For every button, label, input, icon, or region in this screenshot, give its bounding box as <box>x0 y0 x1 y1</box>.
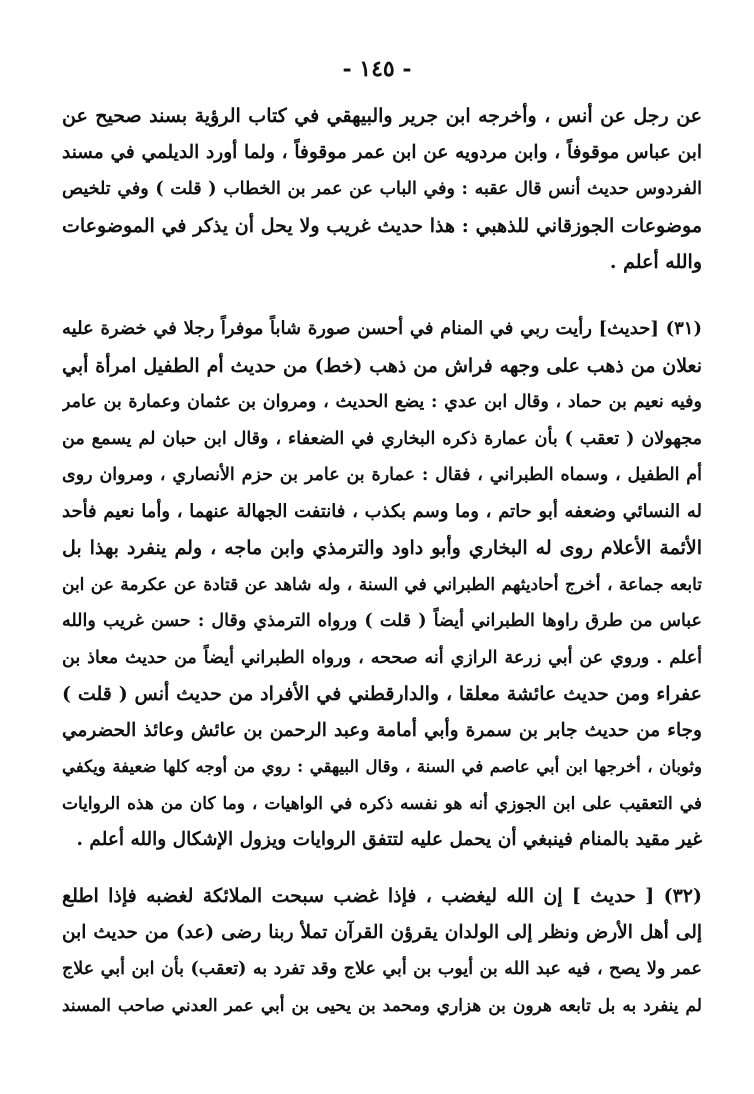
text-line: والله أعلم . <box>609 251 702 273</box>
page-number: - ١٤٥ - <box>342 56 412 82</box>
text-line: وفيه نعيم بن حماد ، وقال ابن عدي : يضع الحديث ، ومروان بن عثمان وعمارة بن عامر <box>62 392 702 412</box>
text-line: الأئمة الأعلام روى له البخاري وأبو داود والترمذي وابن ماجه ، ولم ينفرد بهذا بل <box>62 537 702 559</box>
text-line: مجهولان ( تعقب ) بأن عمارة ذكره البخاري في الضعفاء ، وقال ابن حبان لم يسمع من <box>62 428 702 449</box>
text-line: أم الطفيل ، وسماه الطبراني ، فقال : عمارة بن عامر بن حزم الأنصاري ، ومروان روى <box>62 465 702 485</box>
paragraph-hadith-32 <box>62 878 702 1024</box>
text-line: ابن عباس موقوفاً ، وابن مردويه عن ابن عمر موقوفاً ، ولما أورد الديلمي في مسند <box>62 141 702 163</box>
text-line: له النسائي وضعفه أبو حاتم ، وما وسم بكذب ، فانتفت الجهالة عنهما ، وأما نعيم فأحد <box>62 500 702 522</box>
text-line: عن رجل عن أنس ، وأخرجه ابن جرير والبيهقي في كتاب الرؤية بسند صحيح عن <box>62 105 702 127</box>
text-line: عمر ولا يصح ، فيه عبد الله بن أيوب بن أبي علاج وقد تفرد به (تعقب) بأن ابن أبي علاج <box>62 959 702 979</box>
text-line: تابعه جماعة ، أخرج أحاديثهم الطبراني في السنة ، وله شاهد عن قتادة عن عكرمة عن ابن <box>62 574 702 595</box>
text-line: إلى أهل الأرض ونظر إلى الولدان يقرؤن القرآن تملأ ربنا رضى (عد) من حديث ابن <box>62 921 702 943</box>
text-line: عباس من طرق راوها الطبراني أيضاً ( قلت ) ورواه الترمذي وقال : حسن غريب والله <box>62 611 702 631</box>
text-line: أعلم . وروي عن أبي زرعة الرازي أنه صححه ، ورواه الطبراني أيضاً من حديث معاذ بن <box>62 647 702 668</box>
text-line: وثوبان ، أخرجها ابن أبي عاصم في السنة ، وقال البيهقي : روي من أوجه كلها ضعيفة ويكفي <box>62 757 702 776</box>
text-line: في التعقيب على ابن الجوزي أنه هو نفسه ذكره في الواهيات ، وما كان من هذه الروايات <box>62 793 702 814</box>
text-line: الفردوس حديث أنس قال عقبه : وفي الباب عن عمر بن الخطاب ( قلت ) وفي تلخيص <box>62 179 702 199</box>
text-line: موضوعات الجوزقاني للذهبي : هذا حديث غريب ولا يحل أن يذكر في الموضوعات <box>62 214 702 237</box>
text-line: غير مقيد بالمنام فينبغي أن يحمل عليه لتتفق الروايات ويزول الإشكال والله أعلم . <box>76 829 702 850</box>
text-line: وجاء من حديث جابر بن سمرة وأبي أمامة وعبد الرحمن بن عائش وعائذ الحضرمي <box>62 719 702 741</box>
text-line: عفراء ومن حديث عائشة معلقا ، والدارقطني في الأفراد من حديث أنس ( قلت ) <box>62 683 702 705</box>
text-line: (٣١) [حديث] رأيت ربي في المنام في أحسن صورة شاباً موفراً رجلا في خضرة عليه <box>62 318 702 339</box>
paragraph-1 <box>62 98 702 281</box>
text-line: لم ينفرد به بل تابعه هرون بن هزاري ومحمد بن يحيى بن أبي عمر العدني صاحب المسند <box>62 995 702 1016</box>
text-line: نعلان من ذهب على وجهه فراش من ذهب (خط) من حديث أم الطفيل امرأة أبي <box>62 354 702 377</box>
paragraph-hadith-31 <box>62 311 702 859</box>
text-line: (٣٢) [ حديث ] إن الله ليغضب ، فإذا غضب سبحت الملائكة لغضبه فإذا اطلع <box>62 885 702 907</box>
